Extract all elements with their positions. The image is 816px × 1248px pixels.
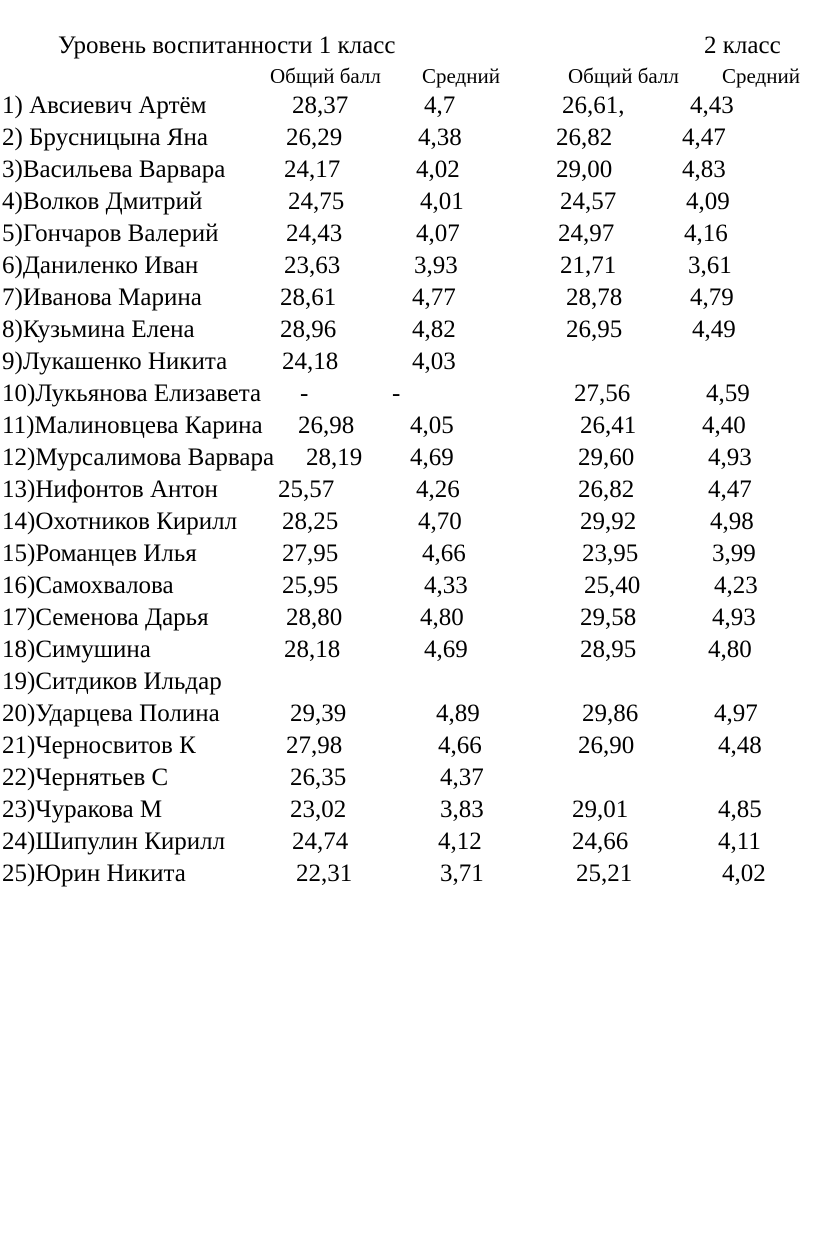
cell-average-2: 4,98 — [710, 508, 754, 535]
cell-total-2: 29,00 — [556, 156, 613, 183]
student-name: 15)Романцев Илья — [2, 540, 197, 567]
cell-total-1: 27,95 — [282, 540, 339, 567]
student-name: 18)Симушина — [2, 636, 151, 663]
cell-total-2: 26,82 — [556, 124, 613, 151]
student-name: 3)Васильева Варвара — [2, 156, 226, 183]
cell-total-1: 27,98 — [286, 732, 343, 759]
student-name: 12)Мурсалимова Варвара — [2, 444, 275, 471]
cell-total-2: 25,21 — [576, 860, 633, 887]
cell-average-2: 4,40 — [702, 412, 746, 439]
cell-average-2: 4,79 — [690, 284, 734, 311]
cell-average-1: 3,71 — [440, 860, 484, 887]
cell-total-2: 29,92 — [580, 508, 637, 535]
cell-total-1: 26,29 — [286, 124, 343, 151]
cell-average-1: 4,66 — [422, 540, 466, 567]
cell-average-2: 4,93 — [712, 604, 756, 631]
cell-average-2: 4,02 — [722, 860, 766, 887]
cell-average-2: 4,85 — [718, 796, 762, 823]
cell-average-2: 3,99 — [712, 540, 756, 567]
student-name: 11)Малиновцева Карина — [2, 412, 263, 439]
cell-total-1: 28,19 — [306, 444, 363, 471]
student-name: 22)Чернятьев С — [2, 764, 169, 791]
cell-average-1: 4,80 — [420, 604, 464, 631]
cell-total-2: 27,56 — [574, 380, 631, 407]
cell-average-1: 4,01 — [420, 188, 464, 215]
cell-total-2: 28,78 — [566, 284, 623, 311]
cell-total-1: 28,61 — [280, 284, 337, 311]
cell-total-1: 24,43 — [286, 220, 343, 247]
cell-total-1: 23,02 — [290, 796, 347, 823]
student-name: 17)Семенова Дарья — [2, 604, 209, 631]
cell-total-2: 29,60 — [578, 444, 635, 471]
cell-average-1: 4,7 — [424, 92, 456, 119]
cell-total-1: 23,63 — [284, 252, 341, 279]
cell-average-1: 4,03 — [412, 348, 456, 375]
cell-average-2: 4,23 — [714, 572, 758, 599]
cell-total-1: 25,57 — [278, 476, 335, 503]
cell-average-1: 4,33 — [424, 572, 468, 599]
cell-total-2: 29,01 — [572, 796, 629, 823]
student-name: 4)Волков Дмитрий — [2, 188, 203, 215]
cell-total-2: 29,58 — [580, 604, 637, 631]
student-name: 21)Черносвитов К — [2, 732, 196, 759]
col-header-total-2: Общий балл — [568, 64, 679, 88]
cell-average-1: 4,07 — [416, 220, 460, 247]
cell-total-1: 24,17 — [284, 156, 341, 183]
col-header-average-1: Средний — [422, 64, 500, 88]
cell-average-2: 4,48 — [718, 732, 762, 759]
cell-average-2: 4,59 — [706, 380, 750, 407]
cell-average-2: 3,61 — [688, 252, 732, 279]
cell-average-1: 4,70 — [418, 508, 462, 535]
cell-average-1: 4,82 — [412, 316, 456, 343]
cell-total-2: 21,71 — [560, 252, 617, 279]
cell-average-2: 4,43 — [690, 92, 734, 119]
cell-total-2: 24,57 — [560, 188, 617, 215]
cell-total-1: 22,31 — [296, 860, 353, 887]
col-header-average-2: Средний — [722, 64, 800, 88]
cell-total-2: 26,41 — [580, 412, 637, 439]
cell-total-2: 24,66 — [572, 828, 629, 855]
cell-total-2: 28,95 — [580, 636, 637, 663]
cell-average-2: 4,97 — [714, 700, 758, 727]
cell-total-2: 26,61, — [562, 92, 625, 119]
cell-total-1: 29,39 — [290, 700, 347, 727]
cell-average-2: 4,09 — [686, 188, 730, 215]
cell-total-1: 24,75 — [288, 188, 345, 215]
student-name: 5)Гончаров Валерий — [2, 220, 219, 247]
cell-total-2: 26,90 — [578, 732, 635, 759]
cell-average-2: 4,16 — [684, 220, 728, 247]
cell-average-2: 4,93 — [708, 444, 752, 471]
cell-average-1: 4,77 — [412, 284, 456, 311]
student-name: 10)Лукьянова Елизавета — [2, 380, 262, 407]
cell-average-1: 4,26 — [416, 476, 460, 503]
col-header-total-1: Общий балл — [270, 64, 381, 88]
cell-average-2: 4,11 — [718, 828, 761, 855]
student-name: 8)Кузьмина Елена — [2, 316, 195, 343]
cell-average-1: 3,93 — [414, 252, 458, 279]
student-name: 16)Самохвалова — [2, 572, 174, 599]
cell-total-1: 28,25 — [282, 508, 339, 535]
cell-total-1: 26,35 — [290, 764, 347, 791]
student-name: 9)Лукашенко Никита — [2, 348, 228, 375]
cell-average-1: 4,38 — [418, 124, 462, 151]
student-name: 1) Авсиевич Артём — [2, 92, 207, 119]
student-name: 6)Даниленко Иван — [2, 252, 199, 279]
cell-average-1: 4,89 — [436, 700, 480, 727]
cell-average-1: 4,05 — [410, 412, 454, 439]
cell-total-1: 28,96 — [280, 316, 337, 343]
cell-average-1: 4,69 — [424, 636, 468, 663]
cell-total-2: 25,40 — [584, 572, 641, 599]
cell-total-1: 26,98 — [298, 412, 355, 439]
cell-total-1: 25,95 — [282, 572, 339, 599]
student-name: 14)Охотников Кирилл — [2, 508, 238, 535]
class-2-heading: 2 класс — [704, 32, 781, 59]
cell-total-2: 26,82 — [578, 476, 635, 503]
student-name: 19)Ситдиков Ильдар — [2, 668, 222, 695]
cell-average-2: 4,83 — [682, 156, 726, 183]
cell-average-1: 4,66 — [438, 732, 482, 759]
cell-total-2: 23,95 — [582, 540, 639, 567]
cell-average-1: - — [392, 380, 401, 407]
student-name: 7)Иванова Марина — [2, 284, 202, 311]
cell-total-2: 24,97 — [558, 220, 615, 247]
cell-average-2: 4,80 — [708, 636, 752, 663]
cell-average-1: 4,02 — [416, 156, 460, 183]
cell-average-2: 4,47 — [708, 476, 752, 503]
cell-average-1: 4,12 — [438, 828, 482, 855]
student-name: 2) Брусницына Яна — [2, 124, 209, 151]
cell-total-2: 26,95 — [566, 316, 623, 343]
cell-total-2: 29,86 — [582, 700, 639, 727]
cell-total-1: 24,74 — [292, 828, 349, 855]
cell-average-1: 4,37 — [440, 764, 484, 791]
cell-total-1: 28,80 — [286, 604, 343, 631]
student-name: 24)Шипулин Кирилл — [2, 828, 226, 855]
cell-average-1: 4,69 — [410, 444, 454, 471]
cell-total-1: 24,18 — [282, 348, 339, 375]
student-name: 23)Чуракова М — [2, 796, 163, 823]
cell-average-1: 3,83 — [440, 796, 484, 823]
student-name: 13)Нифонтов Антон — [2, 476, 218, 503]
cell-average-2: 4,47 — [682, 124, 726, 151]
student-name: 25)Юрин Никита — [2, 860, 186, 887]
cell-total-1: - — [300, 380, 309, 407]
student-name: 20)Ударцева Полина — [2, 700, 220, 727]
document-title: Уровень воспитанности 1 класс — [58, 32, 396, 59]
cell-total-1: 28,18 — [284, 636, 341, 663]
cell-average-2: 4,49 — [692, 316, 736, 343]
cell-total-1: 28,37 — [292, 92, 349, 119]
